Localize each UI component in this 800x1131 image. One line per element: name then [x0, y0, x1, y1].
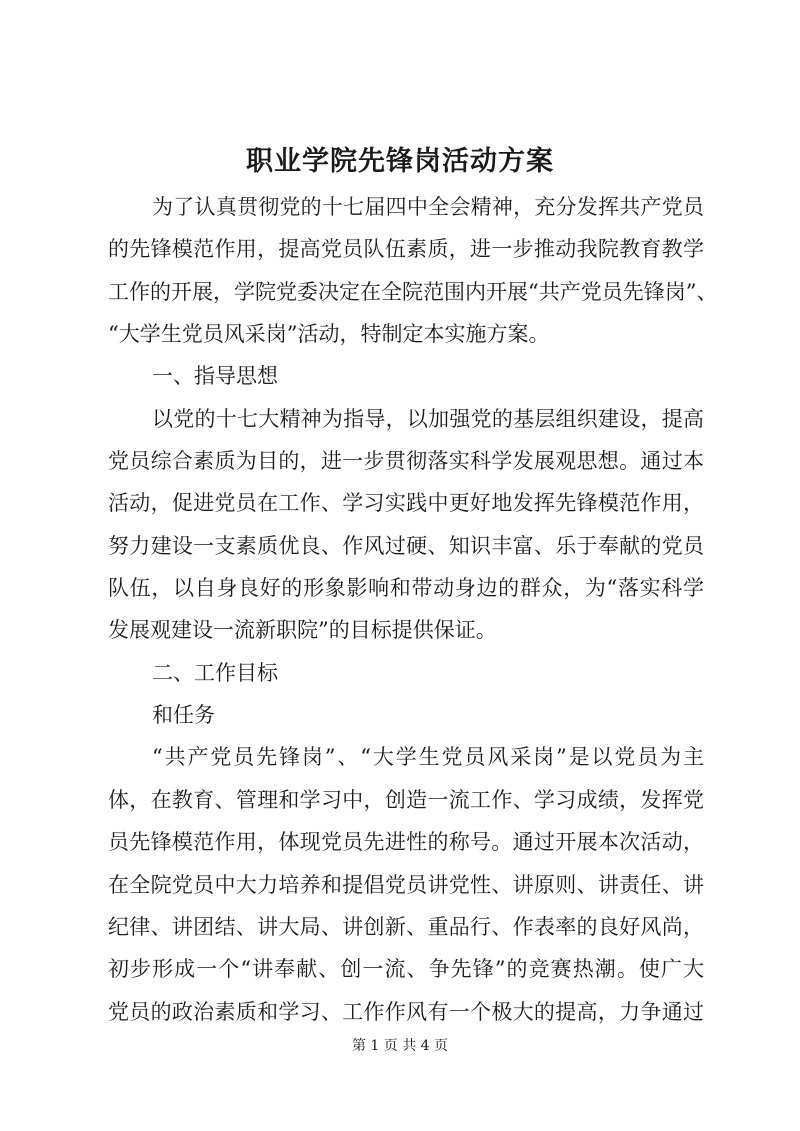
text-line: “共产党员先锋岗”、“大学生党员风采岗”是以党员为主 [152, 745, 704, 770]
text-line: 工作的开展，学院党委决定在全院范围内开展“共产党员先锋岗”、 [108, 279, 718, 304]
text-line: 在全院党员中大力培养和提倡党员讲党性、讲原则、讲责任、讲 [108, 872, 704, 897]
text-line: 初步形成一个“讲奉献、创一流、争先锋”的竞赛热潮。使广大 [108, 957, 704, 982]
text-line: 的先锋模范作用，提高党员队伍素质，进一步推动我院教育教学 [108, 237, 704, 262]
text-line: 党员综合素质为目的，进一步贯彻落实科学发展观思想。通过本 [108, 449, 704, 474]
text-line: 活动，促进党员在工作、学习实践中更好地发挥先锋模范作用， [108, 491, 704, 516]
text-line: 努力建设一支素质优良、作风过硬、知识丰富、乐于奉献的党员 [108, 533, 704, 558]
text-line: 二、工作目标 [152, 660, 278, 685]
document-body [108, 186, 718, 1033]
text-line: 以党的十七大精神为指导，以加强党的基层组织建设，提高 [152, 406, 704, 431]
document-title: 职业学院先锋岗活动方案 [246, 146, 554, 177]
text-line: 一、指导思想 [152, 364, 278, 389]
text-line: 发展观建设一流新职院”的目标提供保证。 [108, 618, 497, 643]
text-line: 体，在教育、管理和学习中，创造一流工作、学习成绩，发挥党 [108, 787, 704, 812]
text-line: 员先锋模范作用，体现党员先进性的称号。通过开展本次活动， [108, 830, 704, 855]
page-footer: 第 1 页 共 4 页 [351, 1038, 449, 1054]
text-line: 和任务 [152, 703, 215, 728]
text-line: 队伍，以自身良好的形象影响和带动身边的群众，为“落实科学 [108, 576, 704, 601]
text-line: 为了认真贯彻党的十七届四中全会精神，充分发挥共产党员 [152, 195, 704, 219]
text-line: 纪律、讲团结、讲大局、讲创新、重品行、作表率的良好风尚， [108, 914, 704, 939]
text-line: 党员的政治素质和学习、工作作风有一个极大的提高，力争通过 [108, 999, 704, 1024]
text-line: “大学生党员风采岗”活动，特制定本实施方案。 [108, 322, 550, 347]
